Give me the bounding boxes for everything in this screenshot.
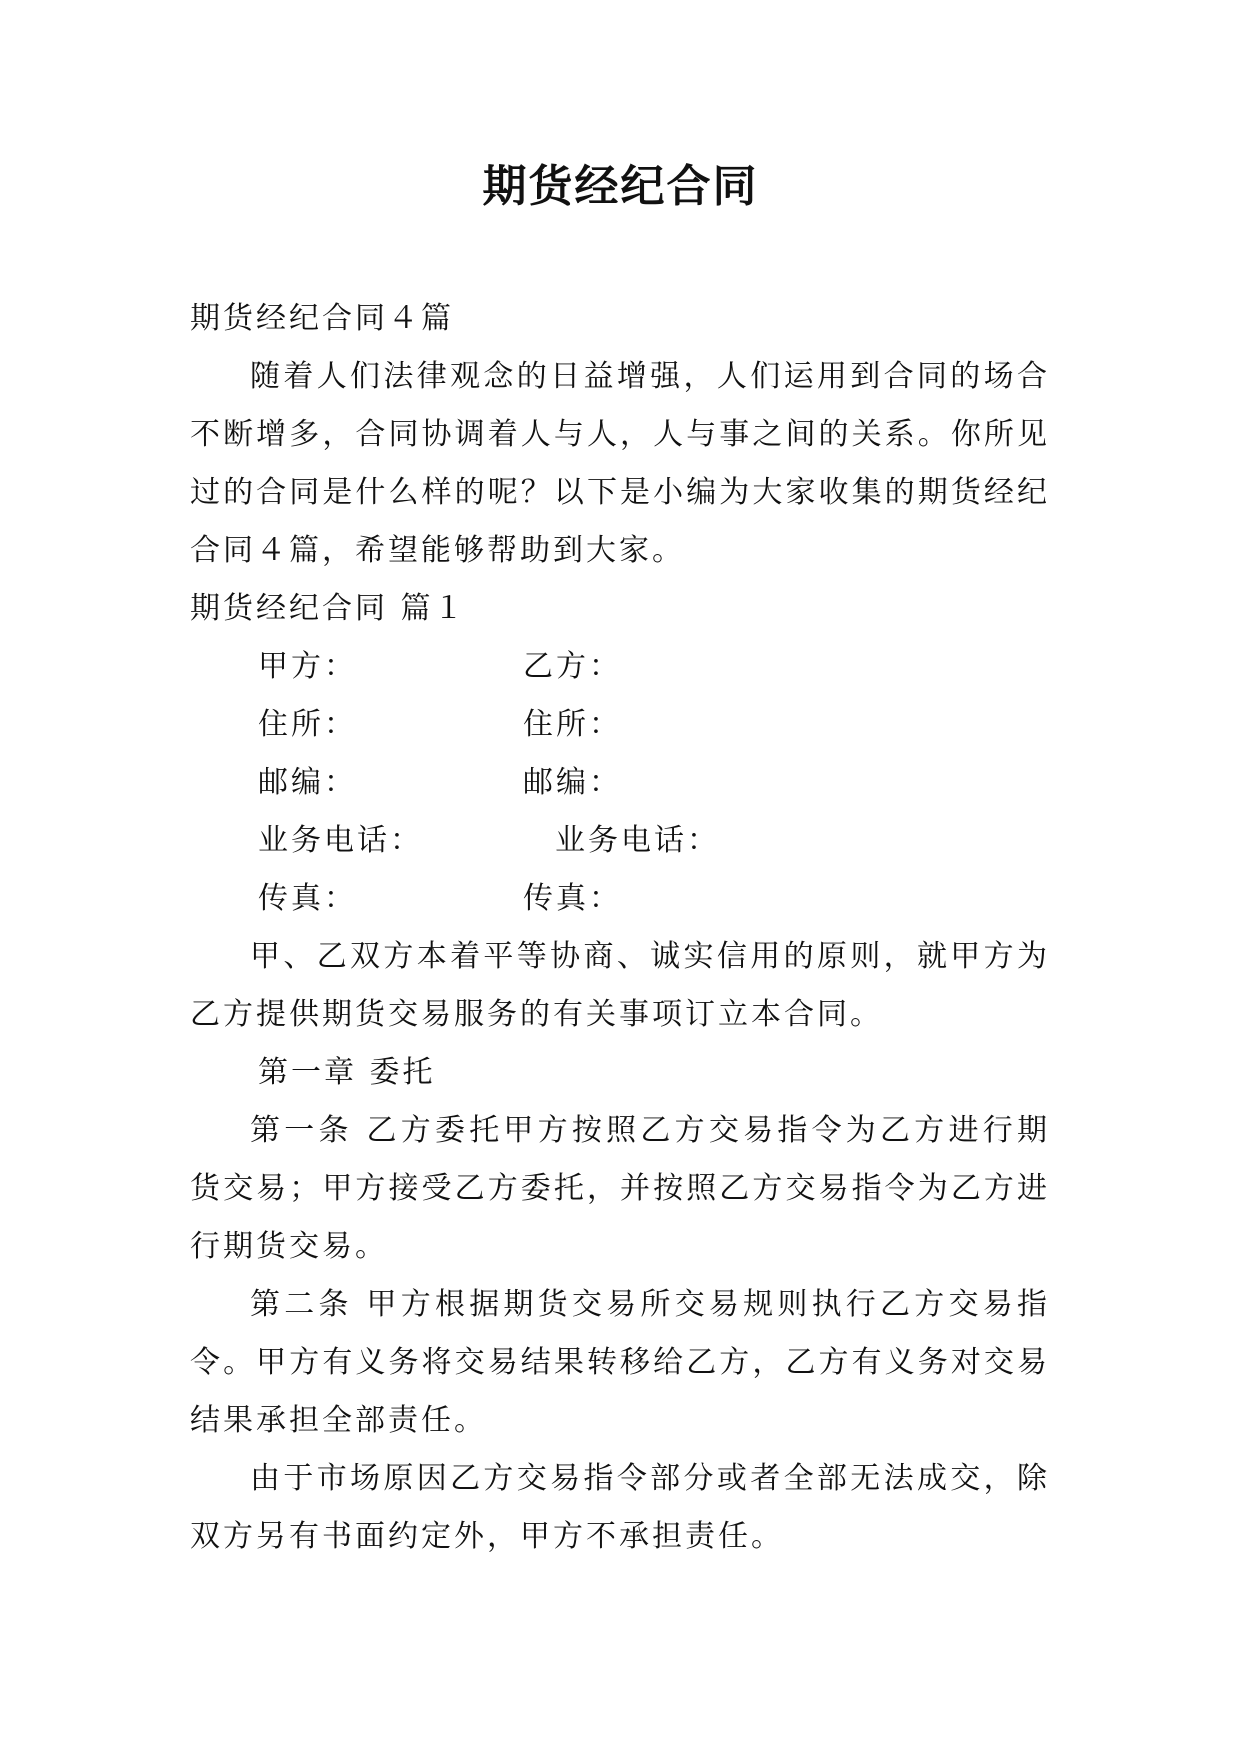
party-a-name-label: 甲方： <box>258 649 357 684</box>
party-row-postcode <box>190 754 1050 812</box>
party-row-fax <box>190 870 1050 928</box>
party-a-phone-label: 业务电话： <box>258 823 423 858</box>
party-a-postcode-label: 邮编： <box>258 765 357 800</box>
party-row-phone <box>190 812 1050 870</box>
party-a-address-label: 住所： <box>258 707 357 742</box>
party-a-fax-label: 传真： <box>258 881 357 916</box>
intro-paragraph: 随着人们法律观念的日益增强，人们运用到合同的场合不断增多，合同协调着人与人，人与事之间的关系。你所见过的合同是什么样的呢？以下是小编为大家收集的期货经纪合同４篇，希望能够帮助到大家。 <box>190 359 1050 568</box>
chapter-heading: 第一章 委托 <box>258 1055 436 1090</box>
article-2-note-paragraph: 由于市场原因乙方交易指令部分或者全部无法成交，除双方另有书面约定外，甲方不承担责任。 <box>190 1461 1050 1554</box>
party-b-name-label: 乙方： <box>523 649 622 684</box>
preamble-paragraph: 甲、乙双方本着平等协商、诚实信用的原则，就甲方为乙方提供期货交易服务的有关事项订立本合同。 <box>190 939 1050 1032</box>
document-title: 期货经纪合同 <box>482 161 759 212</box>
party-b-address-label: 住所： <box>523 707 622 742</box>
section-heading: 期货经纪合同 篇１ <box>190 591 467 626</box>
party-row-address <box>190 696 1050 754</box>
document-subtitle: 期货经纪合同４篇 <box>190 301 454 336</box>
party-b-fax-label: 传真： <box>523 881 622 916</box>
article-2-paragraph: 第二条 甲方根据期货交易所交易规则执行乙方交易指令。甲方有义务将交易结果转移给乙方，乙方有义务对交易结果承担全部责任。 <box>190 1287 1050 1438</box>
party-b-postcode-label: 邮编： <box>523 765 622 800</box>
party-row-name <box>190 638 1050 696</box>
document-body <box>190 290 1050 1566</box>
party-b-phone-label: 业务电话： <box>555 823 720 858</box>
article-1-paragraph: 第一条 乙方委托甲方按照乙方交易指令为乙方进行期货交易；甲方接受乙方委托，并按照乙方交易指令为乙方进行期货交易。 <box>190 1113 1050 1264</box>
